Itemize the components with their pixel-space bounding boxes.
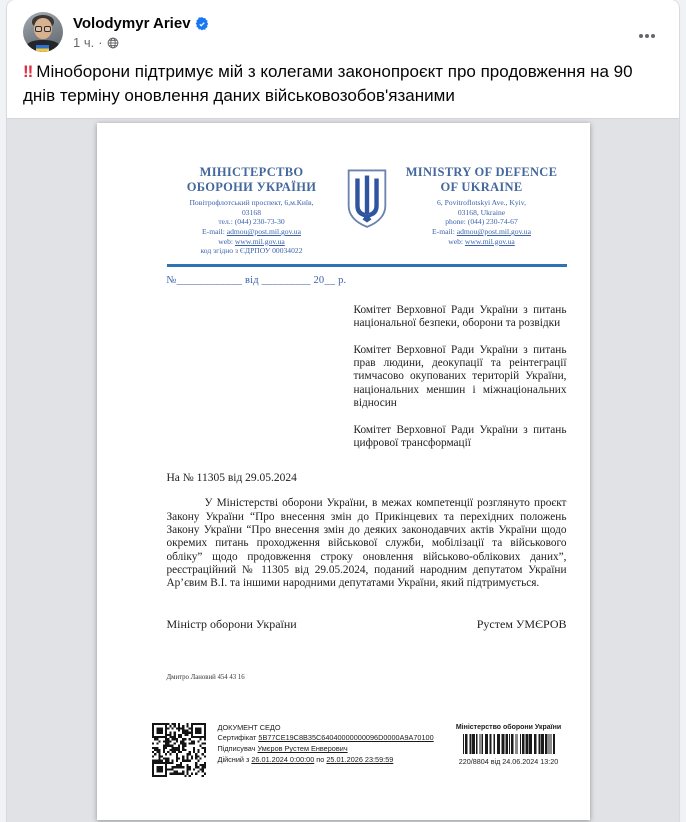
document-body: У Міністерстві оборони України, в межах компетенції розглянуто проєкт Закону України “Про внесення змін до Прикінцевих та перехідних положень Закону України “Про внесення змін до деяких законодавчих актів України щодо окремих питань проходження військової служби, мобілізації та військового обліку” щодо продовження строку оновлення військово-облікових даних”, реєстраційний № 11305 від 29.05.2024, поданий народним депутатом України Ар’євим В.І. та іншими народними депутатами України, який підтримується. <box>166 497 567 590</box>
web-link-en: www.mil.gov.ua <box>464 236 515 246</box>
sedo-signer: Підписувач Умєров Рустем Енверович <box>217 744 348 754</box>
web-uk: web: www.mil.gov.ua <box>218 236 285 246</box>
document-attachment[interactable] <box>7 118 679 822</box>
more-options-button[interactable] <box>631 20 663 52</box>
recipient-address: Комітет Верховної Ради України з питань цифрової трансформації <box>353 423 567 450</box>
email-link-uk: admou@post.mil.gov.ua <box>226 227 301 237</box>
email-link-en: admou@post.mil.gov.ua <box>456 227 531 237</box>
letterhead-ukrainian <box>167 165 337 256</box>
edrpou-code: код згідно з ЄДРПОУ 00034022 <box>200 246 303 256</box>
verified-badge-icon <box>195 17 209 31</box>
sedo-signature-block <box>152 723 582 777</box>
sedo-title: ДОКУМЕНТ СЕДО <box>217 722 281 732</box>
post-header-info <box>73 12 631 50</box>
signature-name: Рустем УМЄРОВ <box>476 616 567 631</box>
post-text <box>7 52 679 118</box>
recipient-address: Комітет Верховної Ради України з питань національної безпеки, оборони та розвідки <box>353 303 567 330</box>
address-en-line1: 6, Povitroflotskyi Ave., Kyiv, <box>436 198 526 208</box>
registration-stamp <box>454 723 564 766</box>
web-link-uk: www.mil.gov.ua <box>234 236 285 246</box>
post-text-content: Міноборони підтримує мій з колегами законопроєкт про продовження на 90 днів терміну оновлення даних військовозобов'язаними <box>23 62 633 106</box>
signature-role: Міністр оборони України <box>166 616 297 631</box>
executor-line: Дмитро Лановий 454 43 16 <box>166 673 245 681</box>
document-page <box>97 123 590 820</box>
sedo-certificate: Сертифікат 5B77CE19C8B35C64040000000096D0000A9A70100 <box>217 733 434 743</box>
address-en-line2: 03168, Ukraine <box>457 207 506 217</box>
phone-uk: тел.: (044) 230-73-30 <box>218 217 285 227</box>
recipient-address: Комітет Верховної Ради України з питань прав людини, деокупації та реінтеграції тимчасово окупованих територій України, національних меншин і міжнаціональних відносин <box>353 343 567 410</box>
address-uk-line2: 03168 <box>242 207 261 217</box>
letterhead-divider <box>167 264 567 267</box>
email-en: E-mail: admou@post.mil.gov.ua <box>432 227 531 237</box>
email-uk: E-mail: admou@post.mil.gov.ua <box>202 227 301 237</box>
address-uk-line1: Повітрофлотський проспект, 6,м.Київ, <box>189 198 314 208</box>
ukraine-trident-emblem <box>343 165 391 231</box>
sedo-validity: Дійсний з 26.01.2024 0:00:00 по 25.01.2026 23:59:59 <box>217 754 394 764</box>
sedo-details <box>218 723 434 766</box>
author-name[interactable]: Volodymyr Ariev <box>73 15 191 32</box>
stamp-registration-number: 220/8804 від 24.06.2024 13:20 <box>458 756 559 766</box>
reference-line: На № 11305 від 29.05.2024 <box>166 472 297 485</box>
letterhead-english <box>397 165 567 246</box>
phone-en: phone: (044) 230-74-67 <box>445 217 518 227</box>
post-header <box>7 0 679 52</box>
avatar-ukraine-flag <box>36 45 49 52</box>
document-number-line: №____________ від _________ 20__ р. <box>166 274 347 286</box>
recipients-block <box>354 304 567 451</box>
qr-code <box>152 723 206 777</box>
ministry-title-uk: МІНІСТЕРСТВО ОБОРОНИ УКРАЇНИ <box>186 165 317 195</box>
globe-audience-icon <box>107 37 119 49</box>
avatar[interactable] <box>23 12 63 52</box>
avatar-glasses <box>35 26 51 32</box>
ministry-title-en: MINISTRY OF DEFENCE OF UKRAINE <box>405 165 558 195</box>
letterhead <box>167 165 567 256</box>
signature-row <box>167 617 567 632</box>
post-meta <box>73 35 631 50</box>
post-time[interactable]: 1 ч. <box>73 35 95 50</box>
facebook-post-card <box>7 0 679 822</box>
web-en: web: www.mil.gov.ua <box>448 236 515 246</box>
ellipsis-icon <box>637 26 657 46</box>
meta-separator: · <box>98 35 103 50</box>
barcode <box>463 734 555 754</box>
stamp-organization: Міністерство оборони України <box>455 723 562 731</box>
double-exclamation-emoji: ‼ <box>23 62 35 81</box>
